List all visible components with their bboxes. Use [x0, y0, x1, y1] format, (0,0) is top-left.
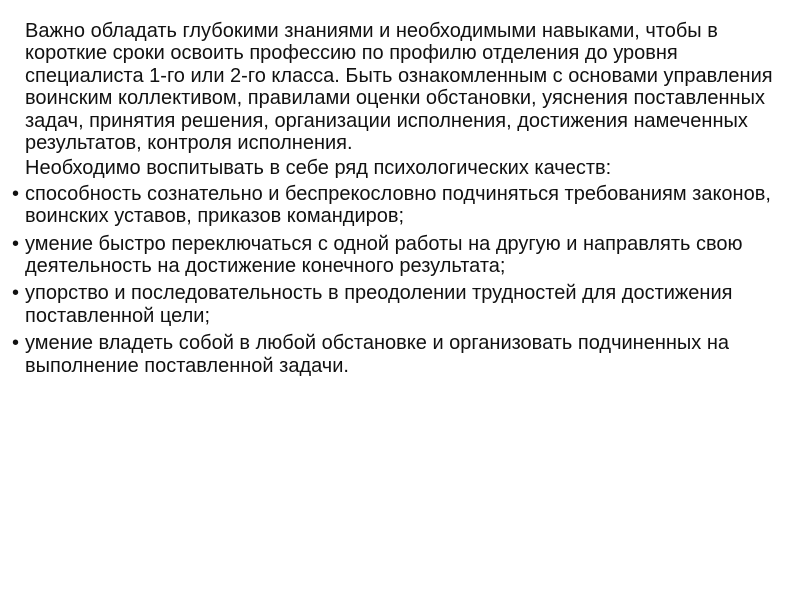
list-item: [12, 282, 780, 327]
list-item: [12, 233, 780, 278]
bullet-icon: •: [12, 232, 20, 255]
list-item-text: умение быстро переключаться с одной работы на другую и направлять свою деятельность на достижение конечного результата;: [25, 232, 743, 278]
list-item: [12, 183, 780, 228]
bullet-icon: •: [12, 282, 20, 305]
list-item-text: упорство и последовательность в преодолении трудностей для достижения поставленной цели;: [25, 282, 733, 327]
qualities-list: [12, 183, 780, 377]
intro-paragraph: Важно обладать глубокими знаниями и необходимыми навыками, чтобы в короткие сроки освоить профессию по профилю отделения до уровня специалиста 1-го или 2-го класса. Быть ознакомленным с основами управления воинским коллективом, правилами оценки обстановки, уяснения поставленных задач, принятия решения, организации исполнения, достижения намеченных результатов, контроля исполнения.: [25, 20, 773, 155]
bullet-icon: •: [12, 332, 20, 355]
bullet-icon: •: [12, 182, 20, 205]
list-item-text: умение владеть собой в любой обстановке и организовать подчиненных на выполнение поставленной задачи.: [25, 332, 730, 377]
qualities-heading: Необходимо воспитывать в себе ряд психологических качеств:: [25, 157, 612, 180]
list-item-text: способность сознательно и беспрекословно подчиняться требованиям законов, воинских уставов, приказов командиров;: [25, 182, 771, 228]
list-item: [12, 332, 780, 377]
